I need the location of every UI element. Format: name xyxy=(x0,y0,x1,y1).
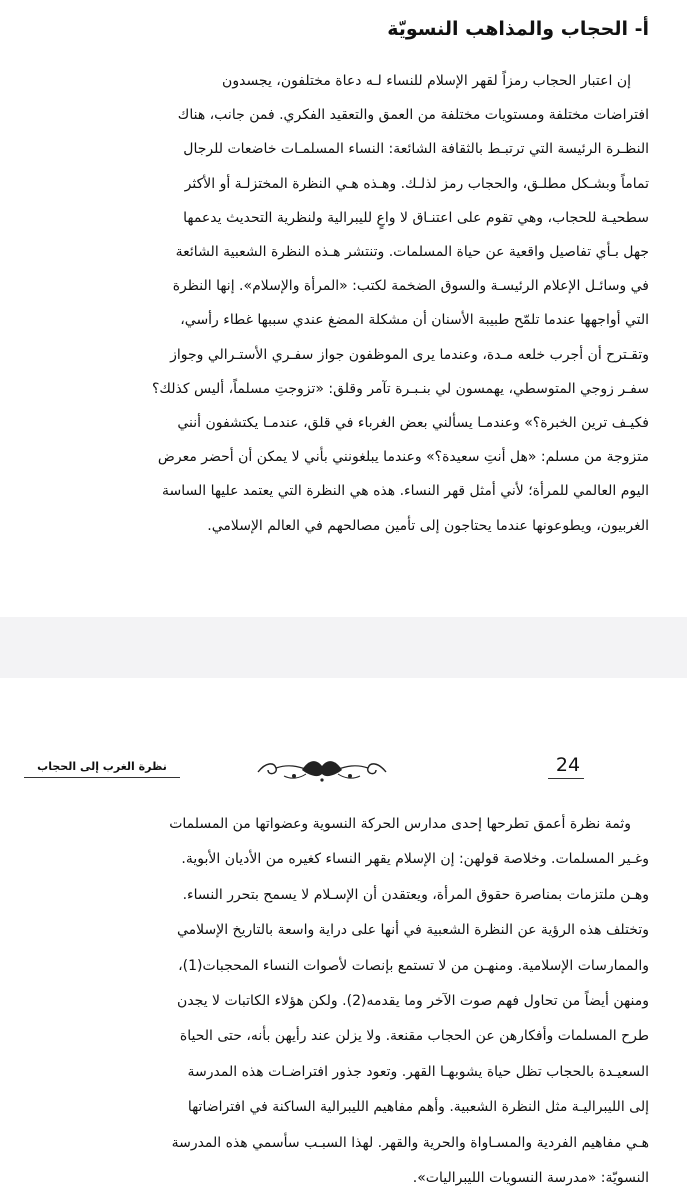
text-line: والممارسات الإسلامية. ومنهـن من لا تستمع بإنصات لأصوات النساء المحجبات(1)، xyxy=(178,957,649,974)
text-line: هـي مفاهيم الفردية والمسـاواة والحرية والقهر. لهذا السبـب سأسمي هذه المدرسة xyxy=(171,1134,649,1151)
running-title: نظرة الغرب إلى الحجاب xyxy=(37,760,167,773)
text-line: في وسائـل الإعلام الرئيسـة والسوق الضخمة لكتب: «المرأة والإسلام». إنها النظرة xyxy=(172,278,649,295)
page-number-underline xyxy=(548,778,584,779)
text-line: فكيـف ترين الخبرة؟» وعندمـا يسألني بعض الغرباء في قلق، عندمـا يكتشفون أنني xyxy=(177,415,649,432)
text-line: إن اعتبار الحجاب رمزاً لقهر الإسلام للنساء لـه دعاة مختلفون، يجسدون xyxy=(222,73,631,89)
text-line: إلى الليبراليـة مثل النظرة الشعبية. وأهم مفاهيم الليبرالية الساكنة في افتراضاتها xyxy=(187,1099,649,1116)
decorative-flourish-icon xyxy=(254,754,390,784)
text-line: وثمة نظرة أعمق تطرحها إحدى مدارس الحركة النسوية وعضواتها من المسلمات xyxy=(169,816,631,832)
body-paragraph xyxy=(45,64,649,543)
text-line: الغربيون، ويطوعونها عندما يحتاجون إلى تأمين مصالحهم في العالم الإسلامي. xyxy=(207,517,649,534)
text-line: سطحيـة للحجاب، وهي تقوم على اعتنـاق لا واعٍ لليبرالية ولنظرية التحديث يدعمها xyxy=(183,209,649,226)
text-line: جهل بـأي تفاصيل واقعية عن حياة المسلمات. وتنتشر هـذه النظرة الشعبية الشائعة xyxy=(175,244,649,261)
body-paragraph xyxy=(45,807,649,1196)
text-line: افتراضات مختلفة ومستويات مختلفة من العمق والتعقيد الفكري. فمن جانب، هناك xyxy=(177,107,649,124)
text-line: متزوجة من مسلم: «هل أنتِ سعيدة؟» وعندما يبلغونني بأني لا يمكن أن أحضر معرض xyxy=(157,449,649,466)
text-line: طرح المسلمات وأفكارهن عن الحجاب مقنعة. ولا يزلن عند رأيهن بأنه، حتى الحياة xyxy=(179,1028,649,1045)
text-line: وغـير المسلمات. وخلاصة قولهن: إن الإسلام يقهر النساء كغيره من الأديان الأبوية. xyxy=(181,851,649,868)
text-line: وتقـترح أن أجرب خلعه مـدة، وعندما يرى الموظفون جواز سفـري الأستـرالي وجواز xyxy=(170,346,649,363)
text-line: السعيـدة بالحجاب تظل حياة يشوبهـا القهر. وتعود جذور افتراضـات هذه المدرسة xyxy=(187,1063,649,1080)
text-line: وهـن ملتزمات بمناصرة حقوق المرأة، ويعتقدن أن الإسـلام لا يسمح بتحرر النساء. xyxy=(182,886,649,903)
text-line: النظـرة الرئيسة التي ترتبـط بالثقافة الشائعة: النساء المسلمـات خاضعات للرجال xyxy=(183,141,649,158)
text-line: النسويّة: «مدرسة النسويات الليبراليات». xyxy=(412,1170,649,1187)
text-line: تماماً وبشـكل مطلـق، والحجاب رمز لذلـك. وهـذه هـي النظرة المختزلـة أو الأكثر xyxy=(184,175,649,192)
section-heading: أ- الحجاب والمذاهب النسويّة xyxy=(387,18,649,40)
text-line: وتختلف هذه الرؤية عن النظرة الشعبية في أنها على دراية واسعة بالتاريخ الإسلامي xyxy=(176,922,649,939)
page-number: 24 xyxy=(555,754,581,776)
page-gap xyxy=(0,617,687,678)
text-line: التي أواجهها عندما تلمّح طبيبة الأسنان أن مشكلة المضغ عندي سببها غطاء رأسي، xyxy=(180,312,649,329)
running-title-underline xyxy=(24,777,180,778)
text-line: سفـر زوجي المتوسطي، يهمسون لي بنـبـرة تآمر وقلق: «تزوجتِ مسلماً، أليس كذلك؟ xyxy=(152,380,649,397)
text-line: ومنهن أيضاً من تحاول فهم صوت الآخر وما يقدمه(2). ولكن هؤلاء الكاتبات لا يجدن xyxy=(177,993,649,1010)
text-line: اليوم العالمي للمرأة؛ لأني أمثل قهر النساء. هذه هي النظرة التي يعتمد عليها الساسة xyxy=(161,483,649,500)
